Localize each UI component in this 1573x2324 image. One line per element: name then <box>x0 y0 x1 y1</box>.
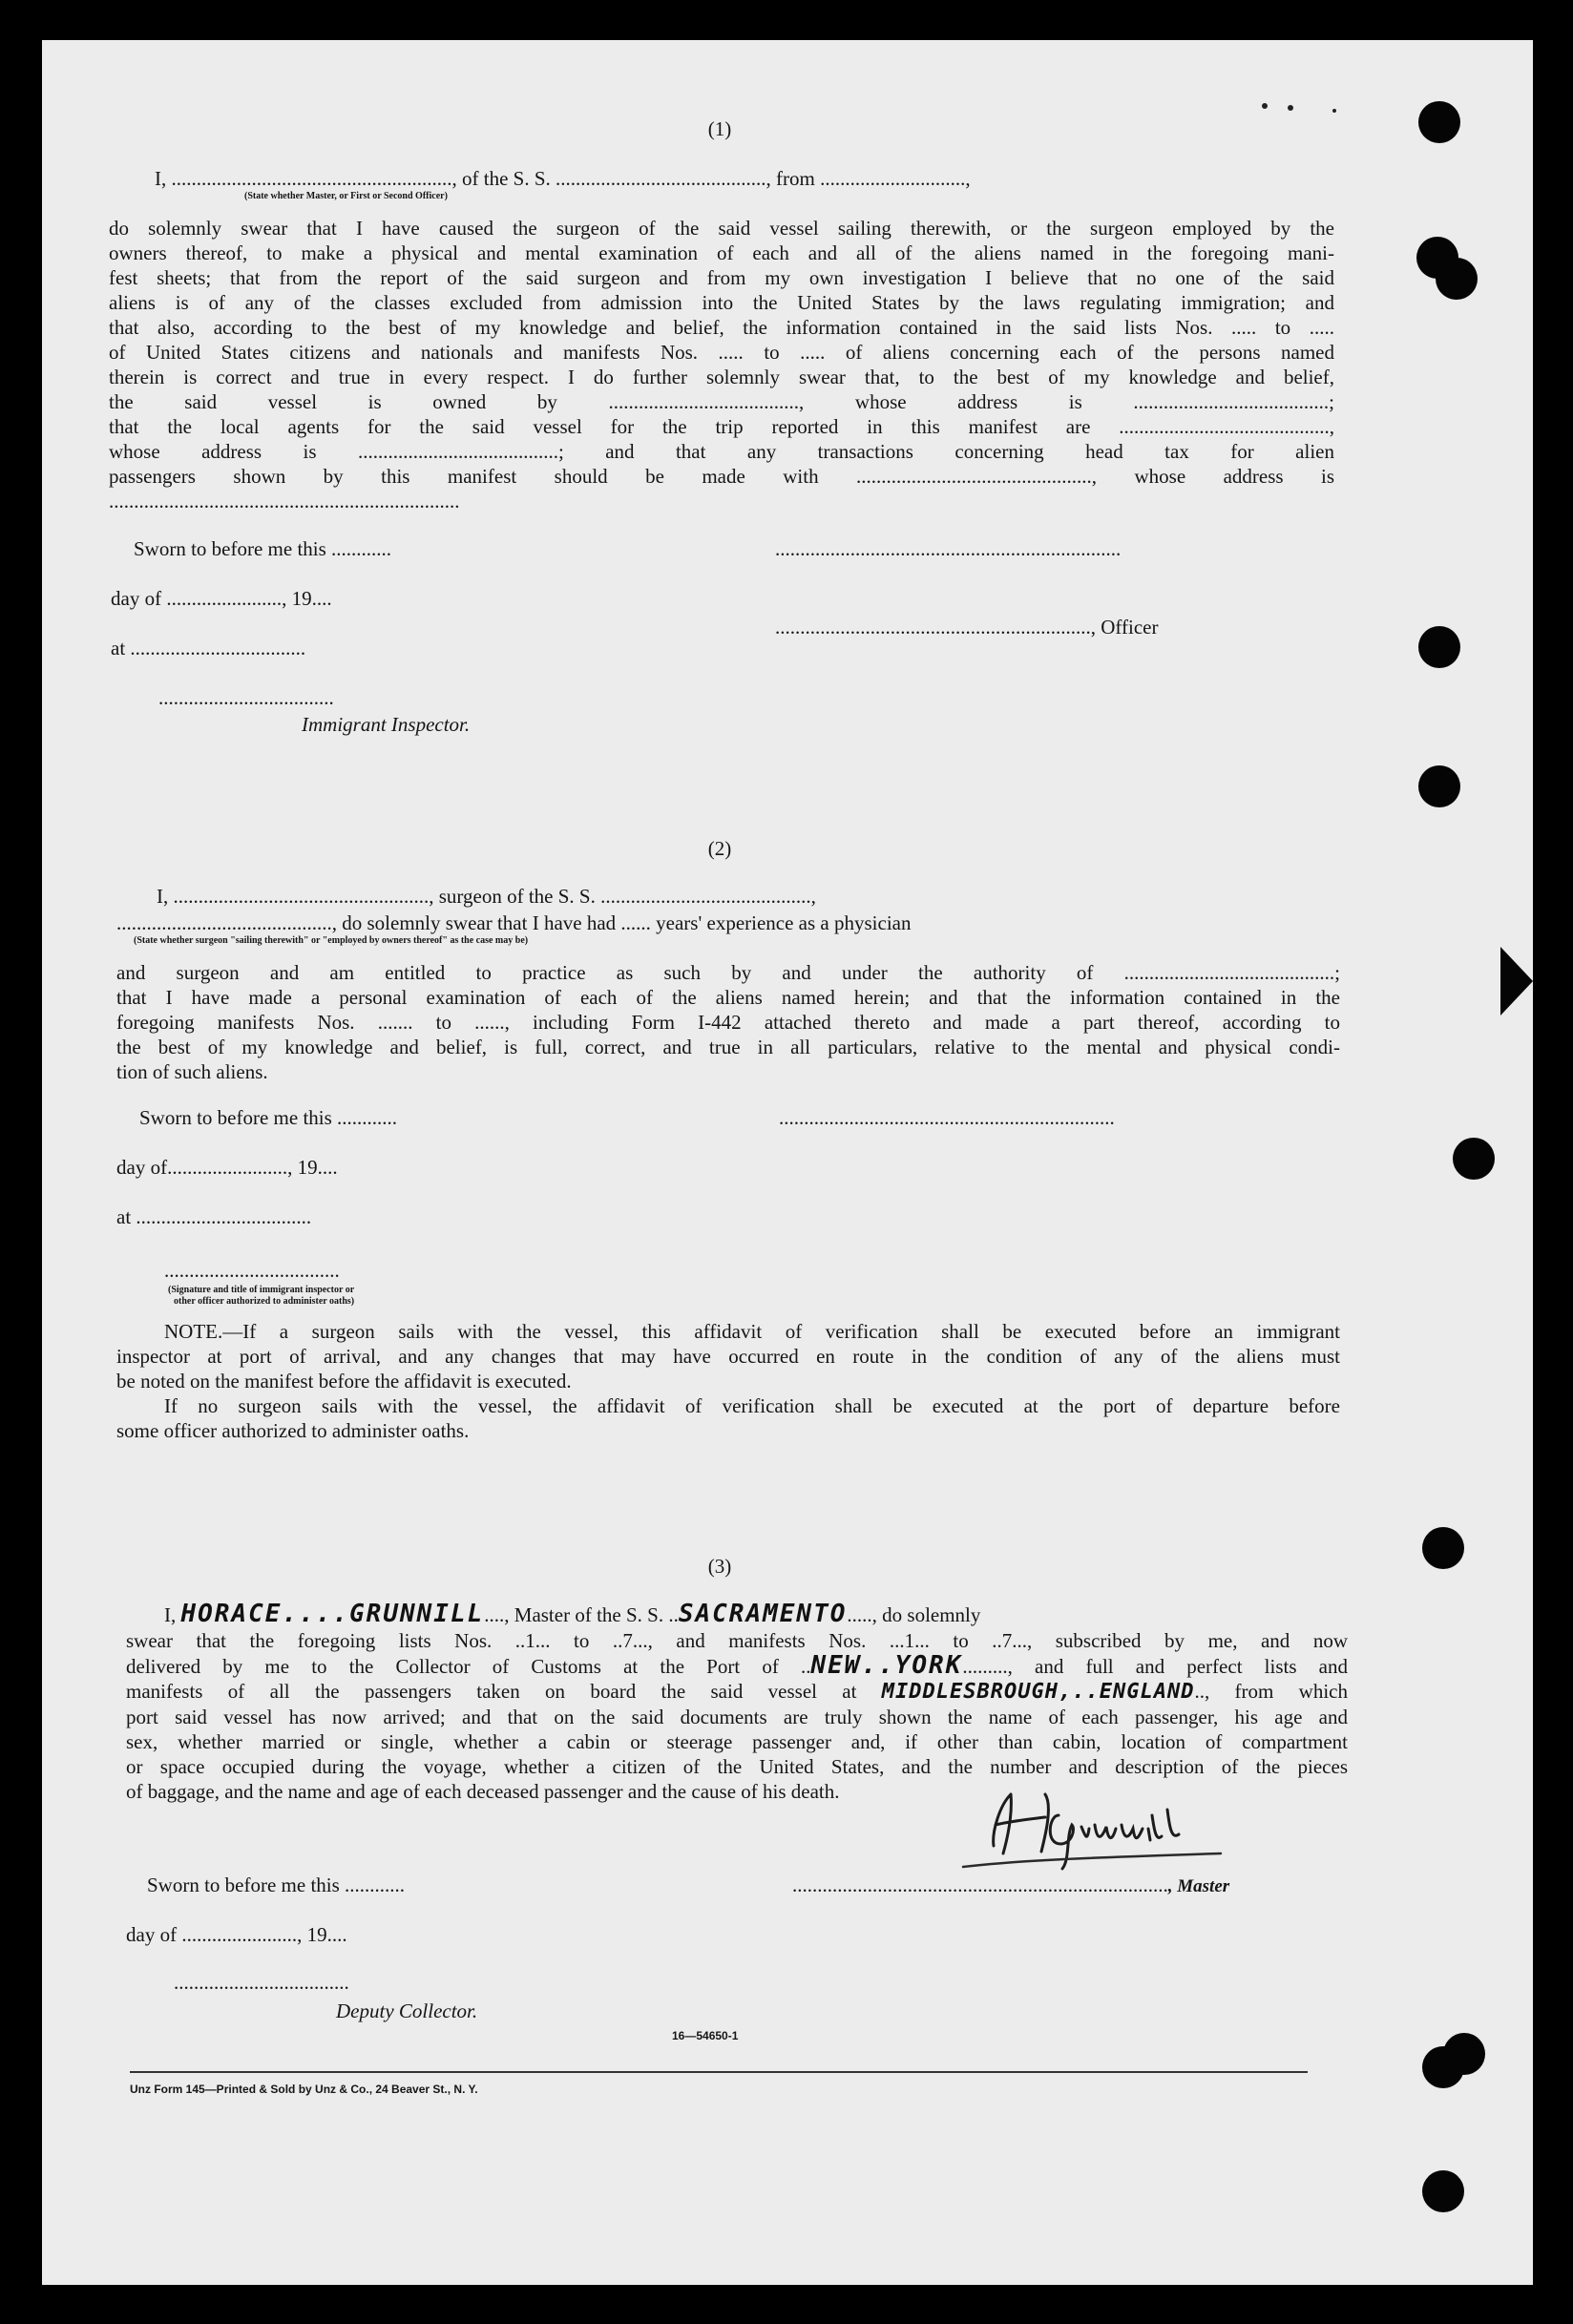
section3-collector: Deputy Collector. <box>336 1999 478 2022</box>
section2-line2-note: (State whether surgeon "sailing therewith" or "employed by owners thereof" as the case may be) <box>134 935 529 946</box>
section2-day: day of........................, 19.... <box>116 1156 338 1179</box>
section3-l4-b: .., from which <box>1194 1680 1348 1703</box>
section1-line1: I, ........................................................, of the S. S. .........................................., from ............................., <box>155 167 971 190</box>
speck <box>1288 105 1293 111</box>
section3-sig-line: ................................... <box>174 1971 349 1994</box>
para-line: whose address is ........................................; and that any transactions concerning head tax for alien <box>109 440 1334 463</box>
para-line: passengers shown by this manifest should be made with ..............................................., whose address is <box>109 465 1334 488</box>
note-line: inspector at port of arrival, and any changes that may have occurred en route in the condition of any of the aliens must <box>116 1345 1340 1368</box>
section2-officer-line: ................................................................... <box>779 1106 1115 1129</box>
para-line: tion of such aliens. <box>116 1060 268 1083</box>
master-dotted-line: ........................................................................... <box>792 1874 1168 1896</box>
note-line: NOTE.—If a surgeon sails with the vessel, this affidavit of verification shall be executed before an immigrant <box>164 1320 1340 1343</box>
port-handwritten: NEW..YORK <box>810 1651 963 1680</box>
punch-hole <box>1436 258 1478 300</box>
speck <box>1332 109 1336 113</box>
punch-hole <box>1418 626 1460 668</box>
para-line: fest sheets; that from the report of the said surgeon and from my own investigation I believe that no one of the said <box>109 266 1334 289</box>
section3-l4-a: manifests of all the passengers taken on board the said vessel at <box>126 1680 882 1703</box>
para-line: port said vessel has now arrived; and that on the said documents are truly shown the name of each passenger, his age and <box>126 1706 1348 1728</box>
section1-at: at ................................... <box>111 637 306 660</box>
para-line: aliens is of any of the classes excluded from admission into the United States by the laws regulating immigration; and <box>109 291 1334 314</box>
para-line: of baggage, and the name and age of each deceased passenger and the cause of his death. <box>126 1780 840 1803</box>
para-line: therein is correct and true in every respect. I do further solemnly swear that, to the best of my knowledge and belief, <box>109 366 1334 388</box>
para-line: or space occupied during the voyage, whether a citizen of the United States, and the number and description of the pieces <box>126 1755 1348 1778</box>
punch-hole <box>1443 2033 1485 2075</box>
section2-sig-line: ................................... <box>164 1259 340 1282</box>
section2-paragraph <box>116 960 1340 1084</box>
section2-note <box>116 1319 1340 1443</box>
section3-sworn: Sworn to before me this ............ <box>147 1874 406 1896</box>
section3-l1-c: ....., do solemnly <box>847 1603 981 1626</box>
section1-line1-note: (State whether Master, or First or Second Officer) <box>244 191 448 201</box>
section1-sworn: Sworn to before me this ............ <box>134 537 392 560</box>
para-line: and surgeon and am entitled to practice as such by and under the authority of ..........................................; <box>116 961 1340 984</box>
note-line: be noted on the manifest before the affidavit is executed. <box>116 1370 572 1392</box>
para-line: that also, according to the best of my knowledge and belief, the information contained in the said lists Nos. ..... to ..... <box>109 316 1334 339</box>
section1-sig-line: ................................... <box>158 686 334 709</box>
ship-name-handwritten: SACRAMENTO <box>678 1600 848 1628</box>
para-line <box>126 1679 1348 1705</box>
master-signature <box>954 1787 1240 1873</box>
edge-notch <box>1500 947 1533 1015</box>
para-line: do solemnly swear that I have caused the surgeon of the said vessel sailing therewith, or the surgeon employed by the <box>109 217 1334 240</box>
section3-day: day of ......................., 19.... <box>126 1923 347 1946</box>
para-line: the best of my knowledge and belief, is full, correct, and true in all particulars, relative to the mental and physical condi- <box>116 1036 1340 1058</box>
section2-line1: I, ..................................................., surgeon of the S. S. .........................................., <box>157 885 816 908</box>
section2-sworn: Sworn to before me this ............ <box>139 1106 398 1129</box>
form-number: 16—54650-1 <box>672 2029 739 2042</box>
section2-sig-note2: other officer authorized to administer oaths) <box>174 1296 355 1307</box>
punch-hole <box>1418 101 1460 143</box>
printer-line: Unz Form 145—Printed & Sold by Unz & Co., 24 Beaver St., N. Y. <box>130 2083 478 2096</box>
section3-l3-a: delivered by me to the Collector of Customs at the Port of .. <box>126 1655 811 1678</box>
section3-l1-b: ...., Master of the S. S. .. <box>484 1603 679 1626</box>
para-line: ...................................................................... <box>109 490 460 513</box>
section3-l3-b: ........., and full and perfect lists and <box>962 1655 1348 1678</box>
para-line <box>126 1653 1348 1679</box>
note-line: If no surgeon sails with the vessel, the affidavit of verification shall be executed at the port of departure before <box>164 1394 1340 1417</box>
para-line: sex, whether married or single, whether a cabin or steerage passenger and, if other than cabin, location of compartment <box>126 1730 1348 1753</box>
punch-hole <box>1422 2170 1464 2212</box>
punch-hole <box>1422 1527 1464 1569</box>
section3-paragraph <box>126 1628 1348 1804</box>
para-line: swear that the foregoing lists Nos. ..1... to ..7..., and manifests Nos. ...1... to ..7..., subscribed by me, and now <box>126 1629 1348 1652</box>
note-line: some officer authorized to administer oaths. <box>116 1419 470 1442</box>
para-line: of United States citizens and nationals and manifests Nos. ..... to ..... of aliens concerning each of the persons named <box>109 341 1334 364</box>
section1-officer: ..............................................................., Officer <box>775 616 1159 639</box>
section3-l1-a: I, <box>164 1603 181 1626</box>
para-line: that I have made a personal examination of each of the aliens named herein; and that the information contained in the <box>116 986 1340 1009</box>
departure-place-handwritten: MIDDLESBROUGH,..ENGLAND <box>881 1680 1195 1704</box>
section2-line2: ..........................................., do solemnly swear that I have had ...... years' experience as a physician <box>116 911 912 934</box>
section1-day: day of ......................., 19.... <box>111 587 332 610</box>
section3-master-line <box>792 1873 1229 1899</box>
section3-line1 <box>164 1602 980 1627</box>
para-line: foregoing manifests Nos. ....... to ......, including Form I-442 attached thereto and made a part thereof, according to <box>116 1011 1340 1034</box>
section1-inspector: Immigrant Inspector. <box>302 713 471 736</box>
speck <box>1262 103 1268 109</box>
punch-hole <box>1418 765 1460 807</box>
section1-number: (1) <box>707 117 732 140</box>
punch-hole <box>1453 1138 1495 1180</box>
section1-paragraph <box>109 216 1334 513</box>
section1-officer-line: ..................................................................... <box>775 537 1122 560</box>
para-line: owners thereof, to make a physical and mental examination of each and all of the aliens named in the foregoing mani- <box>109 241 1334 264</box>
para-line: that the local agents for the said vessel for the trip reported in this manifest are .........................................., <box>109 415 1334 438</box>
section2-at: at ................................... <box>116 1205 312 1228</box>
master-label: , Master <box>1167 1876 1230 1896</box>
section3-number: (3) <box>707 1555 732 1578</box>
footer-rule <box>130 2071 1308 2073</box>
section2-number: (2) <box>707 837 732 860</box>
section2-sig-note1: (Signature and title of immigrant inspector or <box>168 1285 355 1295</box>
manifest-page <box>42 40 1533 2285</box>
master-name-handwritten: HORACE....GRUNNILL <box>180 1600 485 1628</box>
para-line: the said vessel is owned by ......................................, whose address is .......................................; <box>109 390 1334 413</box>
